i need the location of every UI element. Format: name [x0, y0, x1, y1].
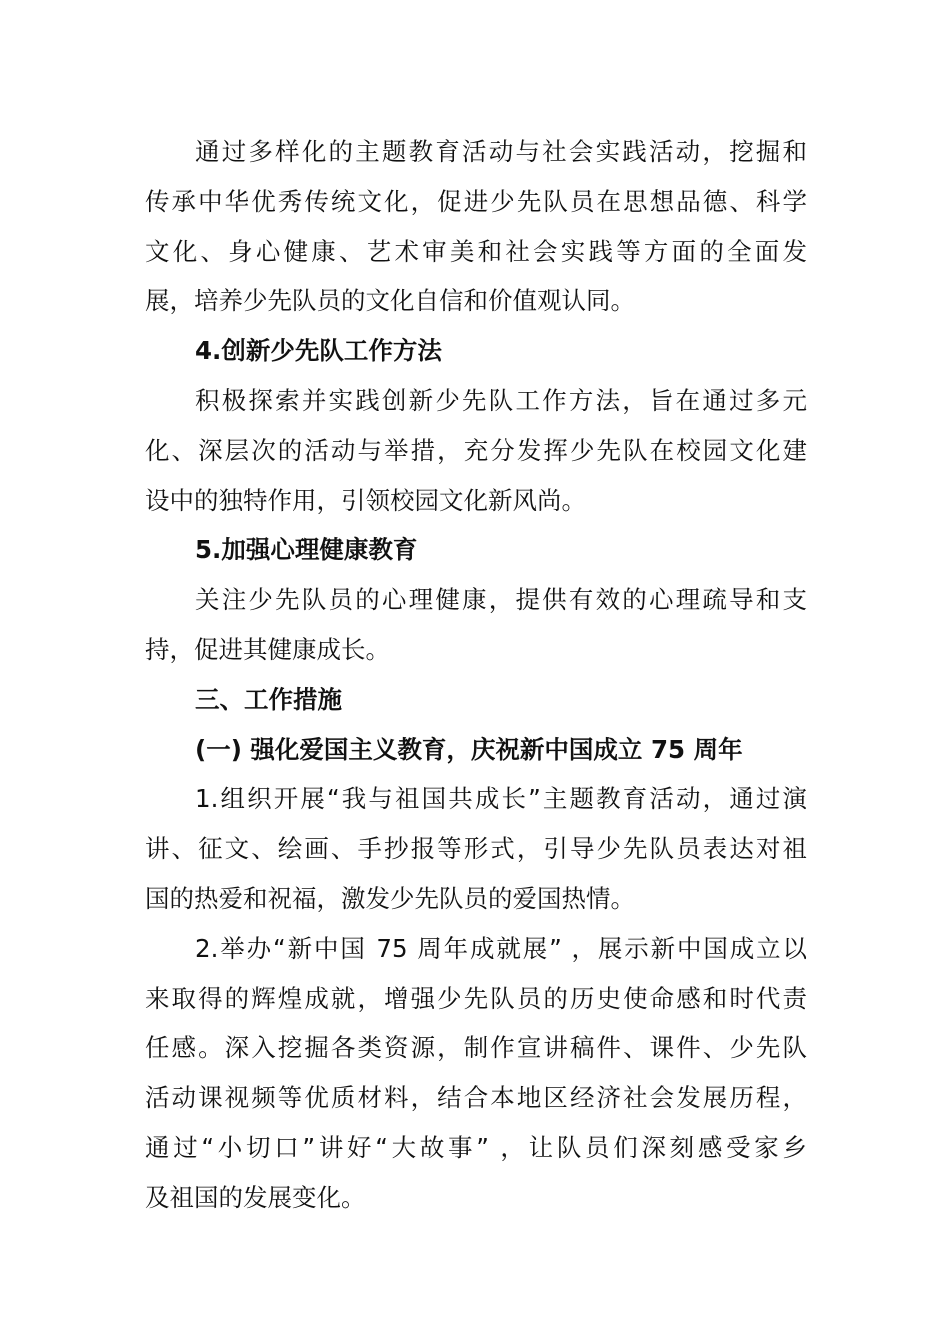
- paragraph-line: 通过“小切口”讲好“大故事” ，让队员们深刻感受家乡: [145, 1132, 807, 1162]
- subsection-heading: (一) 强化爱国主义教育，庆祝新中国成立 75 周年: [195, 734, 743, 764]
- chapter-heading: 三、工作措施: [195, 684, 342, 714]
- paragraph-line: 国的热爱和祝福，激发少先队员的爱国热情。: [145, 883, 635, 913]
- paragraph-line: 化、深层次的活动与举措，充分发挥少先队在校园文化建: [145, 435, 807, 465]
- paragraph-line: 设中的独特作用，引领校园文化新风尚。: [145, 485, 586, 515]
- document-page: [145, 127, 807, 1223]
- paragraph-line: 积极探索并实践创新少先队工作方法，旨在通过多元: [195, 385, 807, 415]
- section-heading: 4.创新少先队工作方法: [195, 336, 442, 366]
- paragraph-line: 文化、身心健康、艺术审美和社会实践等方面的全面发: [145, 236, 807, 266]
- paragraph-line: 传承中华优秀传统文化，促进少先队员在思想品德、科学: [145, 186, 807, 216]
- paragraph-line: 任感。深入挖掘各类资源，制作宣讲稿件、课件、少先队: [145, 1033, 807, 1063]
- paragraph-line: 2.举办“新中国 75 周年成就展” ，展示新中国成立以: [195, 933, 807, 963]
- paragraph-line: 活动课视频等优质材料，结合本地区经济社会发展历程，: [145, 1083, 807, 1113]
- paragraph-line: 讲、征文、绘画、手抄报等形式，引导少先队员表达对祖: [145, 834, 807, 864]
- paragraph-line: 展，培养少先队员的文化自信和价值观认同。: [145, 286, 635, 316]
- paragraph-line: 及祖国的发展变化。: [145, 1182, 366, 1212]
- paragraph-line: 通过多样化的主题教育活动与社会实践活动，挖掘和: [195, 137, 807, 166]
- paragraph-line: 来取得的辉煌成就，增强少先队员的历史使命感和时代责: [145, 983, 807, 1013]
- paragraph-line: 1.组织开展“我与祖国共成长”主题教育活动，通过演: [195, 784, 807, 814]
- paragraph-line: 关注少先队员的心理健康，提供有效的心理疏导和支: [195, 585, 807, 615]
- paragraph-line: 持，促进其健康成长。: [145, 634, 390, 664]
- section-heading: 5.加强心理健康教育: [195, 535, 418, 565]
